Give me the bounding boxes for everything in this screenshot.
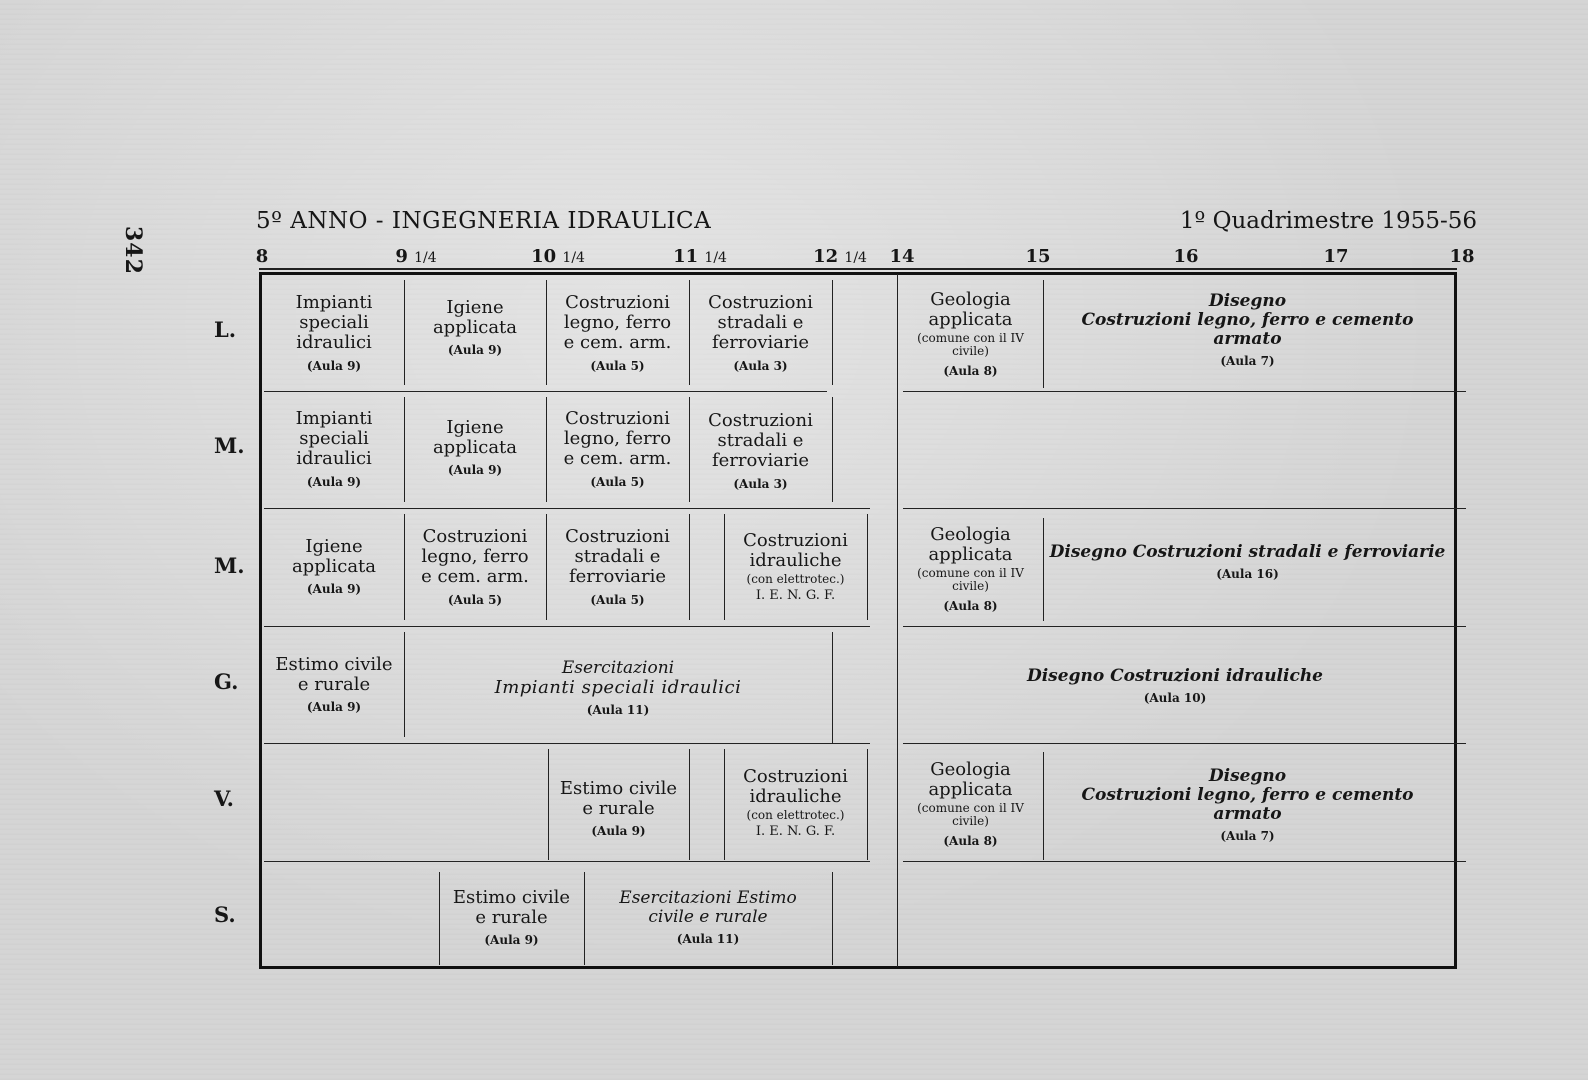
lesson-title: Costruzioni legno, ferro e cem. arm. — [421, 526, 529, 588]
lesson-cell — [691, 282, 830, 384]
lesson-cell — [406, 282, 544, 374]
lesson-cell — [900, 750, 1041, 858]
lesson-cell — [406, 516, 544, 618]
lesson-room: (Aula 5) — [447, 592, 503, 607]
day-label: M. — [214, 553, 245, 578]
lesson-title: Geologia applicata — [928, 288, 1013, 330]
row-divider — [264, 626, 870, 627]
lesson-room: (Aula 5) — [590, 474, 645, 489]
lesson-cell — [266, 634, 402, 736]
lesson-title: Costruzioni legno, ferro e cem. arm. — [563, 292, 672, 354]
lesson-note: (con elettrotec.) — [746, 808, 845, 823]
lesson-title: Esercitazioni — [561, 657, 675, 678]
lesson-cell — [406, 648, 830, 728]
lesson-title: Estimo civile e rurale — [559, 778, 678, 820]
row-divider — [264, 743, 870, 744]
lesson-cell — [1045, 532, 1450, 592]
cell-divider — [832, 632, 833, 743]
hour-tick: 11 1/4 — [673, 246, 727, 267]
day-label: V. — [214, 786, 234, 811]
lesson-cell — [266, 282, 402, 384]
cell-divider — [404, 632, 405, 737]
hour-tick: 15 — [1025, 246, 1051, 267]
cell-divider — [546, 397, 547, 502]
lesson-note: (comune con il IV civile) — [917, 331, 1024, 359]
lesson-room: (Aula 5) — [590, 592, 645, 607]
cell-divider — [832, 280, 833, 385]
lesson-cell — [550, 764, 687, 854]
cell-divider — [1043, 518, 1044, 621]
lesson-cell — [548, 398, 687, 500]
lesson-room: (Aula 3) — [733, 358, 788, 373]
lesson-room: (Aula 9) — [591, 824, 646, 839]
lesson-title: Disegno Costruzioni idrauliche — [1026, 665, 1323, 686]
lesson-cell — [1045, 760, 1450, 850]
lesson-room: (Aula 10) — [1143, 690, 1207, 705]
lesson-room: (Aula 9) — [447, 343, 503, 358]
cell-divider — [724, 749, 725, 860]
lesson-room: (Aula 9) — [306, 700, 362, 715]
lesson-cell — [406, 402, 544, 494]
lesson-title: Costruzioni legno, ferro e cem. arm. — [563, 408, 672, 470]
lesson-cell — [548, 516, 687, 618]
row-divider — [903, 391, 1466, 392]
cell-divider — [1043, 280, 1044, 388]
cell-divider — [404, 280, 405, 385]
lesson-room: (Aula 7) — [1220, 828, 1275, 843]
day-label: L. — [214, 317, 237, 342]
hour-tick: 8 — [255, 246, 269, 267]
lesson-note: (comune con il IV civile) — [917, 566, 1024, 594]
lesson-room: (Aula 9) — [306, 474, 362, 489]
cell-divider — [546, 514, 547, 620]
lesson-subtitle: Impianti speciali idraulici — [494, 676, 742, 698]
lesson-room: (Aula 3) — [733, 476, 788, 491]
lesson-subtitle: Costruzioni legno, ferro e cemento armato — [1081, 784, 1414, 824]
lesson-room: (Aula 9) — [484, 933, 539, 948]
cell-divider — [439, 872, 440, 965]
cell-divider — [548, 749, 549, 860]
page-title: 5º ANNO - INGEGNERIA IDRAULICA — [256, 208, 712, 234]
lesson-cell — [726, 516, 865, 618]
lesson-cell — [900, 280, 1041, 388]
hour-tick: 17 — [1323, 246, 1349, 267]
lesson-cell — [900, 656, 1450, 716]
cell-divider — [724, 514, 725, 620]
lesson-cell — [900, 516, 1041, 622]
lesson-cell — [691, 400, 830, 502]
page-number: 342 — [120, 226, 146, 275]
cell-divider — [1043, 752, 1044, 860]
lesson-title: Costruzioni stradali e ferroviarie — [565, 526, 670, 588]
lesson-note: (con elettrotec.) — [746, 572, 845, 587]
lesson-title: Estimo civile e rurale — [275, 654, 393, 696]
cell-divider — [546, 280, 547, 385]
lesson-room: (Aula 11) — [676, 932, 740, 947]
lesson-subtitle: Costruzioni legno, ferro e cemento armato — [1081, 309, 1414, 349]
lesson-title: Disegno — [1208, 290, 1287, 311]
lesson-note: (comune con il IV civile) — [917, 801, 1024, 829]
hour-tick: 9 1/4 — [395, 246, 437, 267]
lesson-subtitle: civile e rurale — [648, 907, 768, 928]
lesson-room: (Aula 7) — [1220, 353, 1275, 368]
lesson-room: (Aula 8) — [943, 833, 998, 848]
cell-divider — [689, 749, 690, 860]
hour-tick: 10 1/4 — [531, 246, 585, 267]
lesson-title: Esercitazioni Estimo — [619, 888, 797, 909]
lesson-title: Impianti speciali idraulici — [295, 292, 373, 354]
cell-divider — [404, 397, 405, 502]
cell-divider — [832, 397, 833, 502]
lesson-title: Igiene applicata — [432, 297, 518, 339]
lesson-title: Costruzioni stradali e ferroviarie — [708, 410, 813, 472]
lesson-title: Disegno — [1208, 765, 1287, 786]
cell-divider — [689, 397, 690, 502]
lesson-title: Disegno Costruzioni stradali e ferroviarie — [1049, 541, 1446, 562]
lesson-room: (Aula 9) — [306, 582, 362, 597]
lesson-cell — [586, 874, 830, 962]
lesson-room: (Aula 9) — [306, 358, 362, 373]
day-label: S. — [214, 902, 236, 927]
cell-divider — [832, 872, 833, 965]
row-divider — [264, 861, 870, 862]
cell-divider — [689, 514, 690, 620]
cell-divider — [584, 872, 585, 965]
lesson-title: Igiene applicata — [291, 536, 377, 578]
lesson-room: (Aula 11) — [586, 702, 650, 717]
lesson-room: (Aula 9) — [447, 463, 503, 478]
lesson-title: Costruzioni idrauliche — [743, 765, 848, 807]
hour-tick: 18 — [1449, 246, 1475, 267]
term-label: 1º Quadrimestre 1955-56 — [1179, 208, 1477, 234]
lesson-title: Geologia applicata — [928, 758, 1013, 800]
lesson-title: Impianti speciali idraulici — [295, 408, 373, 470]
lesson-room: I. E. N. G. F. — [755, 823, 836, 839]
lesson-cell — [266, 516, 402, 618]
lesson-room: (Aula 5) — [590, 358, 645, 373]
cell-divider — [404, 514, 405, 620]
lesson-room: (Aula 16) — [1216, 566, 1279, 581]
lesson-room: (Aula 8) — [943, 363, 998, 378]
lesson-cell — [441, 874, 582, 962]
lesson-title: Geologia applicata — [928, 523, 1013, 565]
cell-divider — [867, 749, 868, 860]
hour-tick: 16 — [1173, 246, 1199, 267]
row-divider — [903, 861, 1466, 862]
lesson-title: Estimo civile e rurale — [452, 887, 571, 929]
row-divider — [903, 743, 1466, 744]
day-label: G. — [214, 669, 239, 694]
cell-divider — [867, 514, 868, 620]
lesson-cell — [548, 282, 687, 384]
lunch-divider — [897, 274, 898, 967]
lesson-cell — [266, 398, 402, 500]
hour-tick: 14 — [889, 246, 915, 267]
row-divider — [264, 508, 870, 509]
lesson-room: I. E. N. G. F. — [755, 587, 836, 603]
row-divider — [903, 508, 1466, 509]
lesson-title: Igiene applicata — [432, 417, 518, 459]
row-divider — [903, 626, 1466, 627]
lesson-title: Costruzioni idrauliche — [743, 529, 848, 571]
hour-tick: 12 1/4 — [813, 246, 867, 267]
timeline-rule — [259, 268, 1457, 270]
row-divider — [264, 391, 827, 392]
day-label: M. — [214, 433, 245, 458]
lesson-cell — [1045, 282, 1450, 378]
cell-divider — [689, 280, 690, 385]
lesson-title: Costruzioni stradali e ferroviarie — [708, 292, 813, 354]
lesson-room: (Aula 8) — [943, 598, 998, 613]
lesson-cell — [726, 752, 865, 854]
